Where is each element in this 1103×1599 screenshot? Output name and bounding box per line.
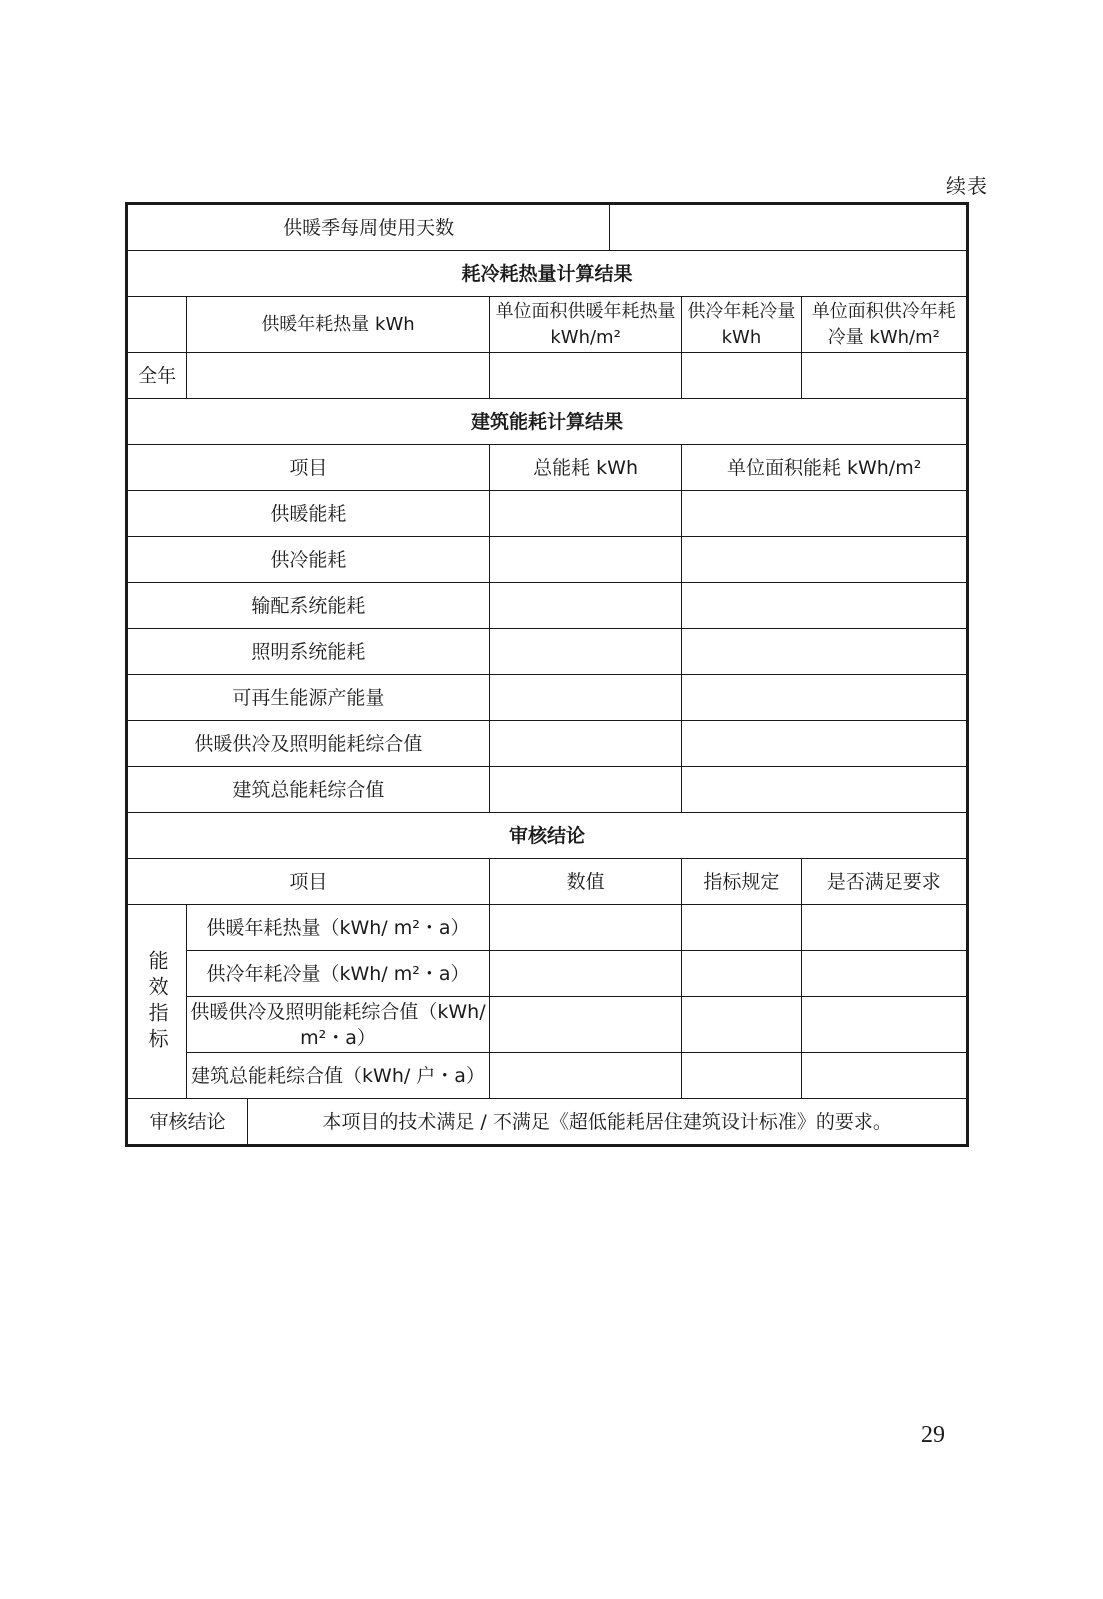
efficiency-compliance-cell[interactable] bbox=[801, 905, 967, 951]
annual-cool-value[interactable] bbox=[682, 353, 801, 399]
energy-header-row bbox=[127, 445, 968, 491]
efficiency-compliance-cell[interactable] bbox=[801, 951, 967, 997]
energy-item-label: 供暖能耗 bbox=[127, 491, 490, 537]
heat-section-title: 耗冷耗热量计算结果 bbox=[127, 251, 968, 297]
heating-days-row bbox=[127, 204, 968, 251]
efficiency-row bbox=[127, 905, 968, 951]
continued-label: 续表 bbox=[946, 174, 988, 198]
energy-section-title: 建筑能耗计算结果 bbox=[127, 399, 968, 445]
efficiency-value-cell[interactable] bbox=[489, 997, 681, 1053]
energy-row bbox=[127, 491, 968, 537]
energy-unit-cell[interactable] bbox=[682, 721, 968, 767]
energy-row bbox=[127, 537, 968, 583]
efficiency-item-label: 供暖供冷及照明能耗综合值（kWh/ m²・a） bbox=[187, 997, 490, 1053]
energy-item-label: 输配系统能耗 bbox=[127, 583, 490, 629]
efficiency-value-cell[interactable] bbox=[489, 1053, 681, 1099]
conclusion-text: 本项目的技术满足 / 不满足《超低能耗居住建筑设计标准》的要求。 bbox=[248, 1099, 968, 1146]
energy-total-cell[interactable] bbox=[489, 491, 681, 537]
page-number: 29 bbox=[921, 1422, 945, 1448]
energy-total-cell[interactable] bbox=[489, 767, 681, 813]
heating-days-label: 供暖季每周使用天数 bbox=[127, 204, 610, 251]
energy-item-label: 供暖供冷及照明能耗综合值 bbox=[127, 721, 490, 767]
energy-unit-cell[interactable] bbox=[682, 767, 968, 813]
energy-row bbox=[127, 767, 968, 813]
energy-total-cell[interactable] bbox=[489, 675, 681, 721]
energy-unit-cell[interactable] bbox=[682, 675, 968, 721]
efficiency-standard-cell[interactable] bbox=[682, 1053, 801, 1099]
energy-unit-cell[interactable] bbox=[682, 537, 968, 583]
energy-section-row bbox=[127, 399, 968, 445]
energy-item-label: 可再生能源产能量 bbox=[127, 675, 490, 721]
review-header-item: 项目 bbox=[127, 859, 490, 905]
energy-item-label: 供冷能耗 bbox=[127, 537, 490, 583]
efficiency-compliance-cell[interactable] bbox=[801, 997, 967, 1053]
energy-unit-cell[interactable] bbox=[682, 583, 968, 629]
energy-header-item: 项目 bbox=[127, 445, 490, 491]
energy-total-cell[interactable] bbox=[489, 629, 681, 675]
energy-item-label: 照明系统能耗 bbox=[127, 629, 490, 675]
efficiency-compliance-cell[interactable] bbox=[801, 1053, 967, 1099]
heat-header-row bbox=[127, 297, 968, 353]
review-section-row bbox=[127, 813, 968, 859]
energy-unit-cell[interactable] bbox=[682, 629, 968, 675]
energy-header-total: 总能耗 kWh bbox=[489, 445, 681, 491]
efficiency-item-label: 建筑总能耗综合值（kWh/ 户・a） bbox=[187, 1053, 490, 1099]
annual-unit-heat-value[interactable] bbox=[489, 353, 681, 399]
annual-label: 全年 bbox=[127, 353, 187, 399]
review-section-title: 审核结论 bbox=[127, 813, 968, 859]
review-header-value: 数值 bbox=[489, 859, 681, 905]
conclusion-label: 审核结论 bbox=[127, 1099, 248, 1146]
heat-header-unit-cool: 单位面积供冷年耗冷量 kWh/m² bbox=[801, 297, 967, 353]
efficiency-standard-cell[interactable] bbox=[682, 997, 801, 1053]
heat-header-annual-cool: 供冷年耗冷量 kWh bbox=[682, 297, 801, 353]
review-header-standard: 指标规定 bbox=[682, 859, 801, 905]
energy-total-cell[interactable] bbox=[489, 583, 681, 629]
efficiency-item-label: 供暖年耗热量（kWh/ m²・a） bbox=[187, 905, 490, 951]
energy-row bbox=[127, 583, 968, 629]
energy-item-label: 建筑总能耗综合值 bbox=[127, 767, 490, 813]
energy-total-cell[interactable] bbox=[489, 721, 681, 767]
efficiency-row bbox=[127, 1053, 968, 1099]
efficiency-row bbox=[127, 951, 968, 997]
energy-unit-cell[interactable] bbox=[682, 491, 968, 537]
efficiency-group-label: 能效指标 bbox=[127, 905, 187, 1099]
energy-row bbox=[127, 721, 968, 767]
annual-unit-cool-value[interactable] bbox=[801, 353, 967, 399]
heat-section-row bbox=[127, 251, 968, 297]
heating-days-value[interactable] bbox=[610, 204, 968, 251]
energy-row bbox=[127, 675, 968, 721]
conclusion-row bbox=[127, 1099, 968, 1146]
heat-header-annual-heat: 供暖年耗热量 kWh bbox=[187, 297, 490, 353]
efficiency-item-label: 供冷年耗冷量（kWh/ m²・a） bbox=[187, 951, 490, 997]
efficiency-standard-cell[interactable] bbox=[682, 905, 801, 951]
efficiency-value-cell[interactable] bbox=[489, 905, 681, 951]
energy-header-unit: 单位面积能耗 kWh/m² bbox=[682, 445, 968, 491]
review-header-compliance: 是否满足要求 bbox=[801, 859, 967, 905]
annual-row bbox=[127, 353, 968, 399]
heat-header-empty bbox=[127, 297, 187, 353]
energy-total-cell[interactable] bbox=[489, 537, 681, 583]
energy-review-form-table bbox=[125, 202, 969, 1147]
efficiency-standard-cell[interactable] bbox=[682, 951, 801, 997]
review-header-row bbox=[127, 859, 968, 905]
efficiency-value-cell[interactable] bbox=[489, 951, 681, 997]
energy-row bbox=[127, 629, 968, 675]
annual-heat-value[interactable] bbox=[187, 353, 490, 399]
heat-header-unit-heat: 单位面积供暖年耗热量 kWh/m² bbox=[489, 297, 681, 353]
efficiency-row bbox=[127, 997, 968, 1053]
